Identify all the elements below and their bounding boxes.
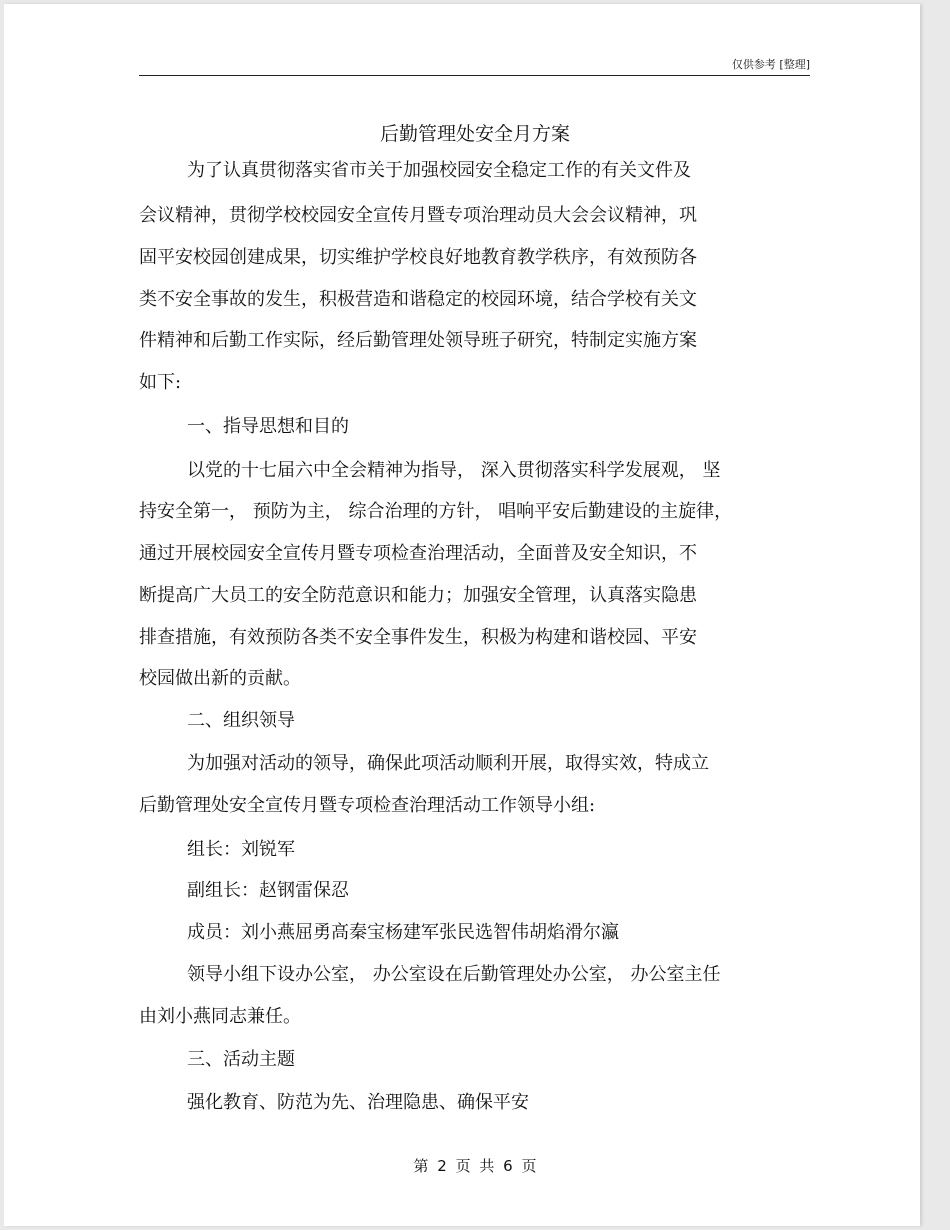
paragraph-line: 固平安校园创建成果，切实维护学校良好地教育教学秩序，有效预防各 bbox=[139, 247, 697, 268]
paragraph-line: 为了认真贯彻落实省市关于加强校园安全稳定工作的有关文件及 bbox=[187, 160, 691, 181]
section-heading: 三、活动主题 bbox=[187, 1049, 295, 1070]
paragraph-line: 组长：刘锐军 bbox=[187, 839, 295, 860]
paragraph-line: 领导小组下设办公室， 办公室设在后勤管理处办公室， 办公室主任 bbox=[187, 964, 721, 985]
paragraph-line: 通过开展校园安全宣传月暨专项检查治理活动，全面普及安全知识，不 bbox=[139, 543, 697, 564]
paragraph-line: 件精神和后勤工作实际，经后勤管理处领导班子研究，特制定实施方案 bbox=[139, 330, 697, 351]
paragraph-line: 强化教育、防范为先、治理隐患、确保平安 bbox=[187, 1092, 529, 1113]
paragraph-line: 校园做出新的贡献。 bbox=[139, 668, 301, 689]
paragraph-line: 类不安全事故的发生，积极营造和谐稳定的校园环境，结合学校有关文 bbox=[139, 289, 697, 310]
header-rule bbox=[139, 75, 810, 76]
paragraph-line: 如下: bbox=[139, 372, 182, 393]
paragraph-line: 成员：刘小燕屈勇高秦宝杨建军张民选智伟胡焰滑尔瀛 bbox=[187, 922, 619, 943]
page-header: 仅供参考 [整理] bbox=[731, 58, 810, 71]
paragraph-line: 为加强对活动的领导，确保此项活动顺利开展，取得实效，特成立 bbox=[187, 753, 709, 774]
paragraph-line: 断提高广大员工的安全防范意识和能力；加强安全管理，认真落实隐患 bbox=[139, 585, 697, 606]
paragraph-line: 后勤管理处安全宣传月暨专项检查治理活动工作领导小组: bbox=[139, 795, 596, 816]
document-page bbox=[4, 4, 920, 1226]
document-title: 后勤管理处安全月方案 bbox=[379, 123, 570, 145]
paragraph-line: 持安全第一， 预防为主， 综合治理的方针， 唱响平安后勤建设的主旋律， bbox=[139, 501, 733, 522]
paragraph-line: 副组长：赵钢雷保忍 bbox=[187, 880, 349, 901]
paragraph-line: 排查措施，有效预防各类不安全事件发生，积极为构建和谐校园、平安 bbox=[139, 627, 697, 648]
paragraph-line: 由刘小燕同志兼任。 bbox=[139, 1006, 301, 1027]
page-footer: 第 2 页 共 6 页 bbox=[413, 1157, 537, 1175]
section-heading: 一、指导思想和目的 bbox=[187, 416, 349, 437]
section-heading: 二、组织领导 bbox=[187, 710, 295, 731]
paragraph-line: 会议精神，贯彻学校校园安全宣传月暨专项治理动员大会会议精神，巩 bbox=[139, 205, 697, 226]
paragraph-line: 以党的十七届六中全会精神为指导， 深入贯彻落实科学发展观， 坚 bbox=[187, 460, 721, 481]
